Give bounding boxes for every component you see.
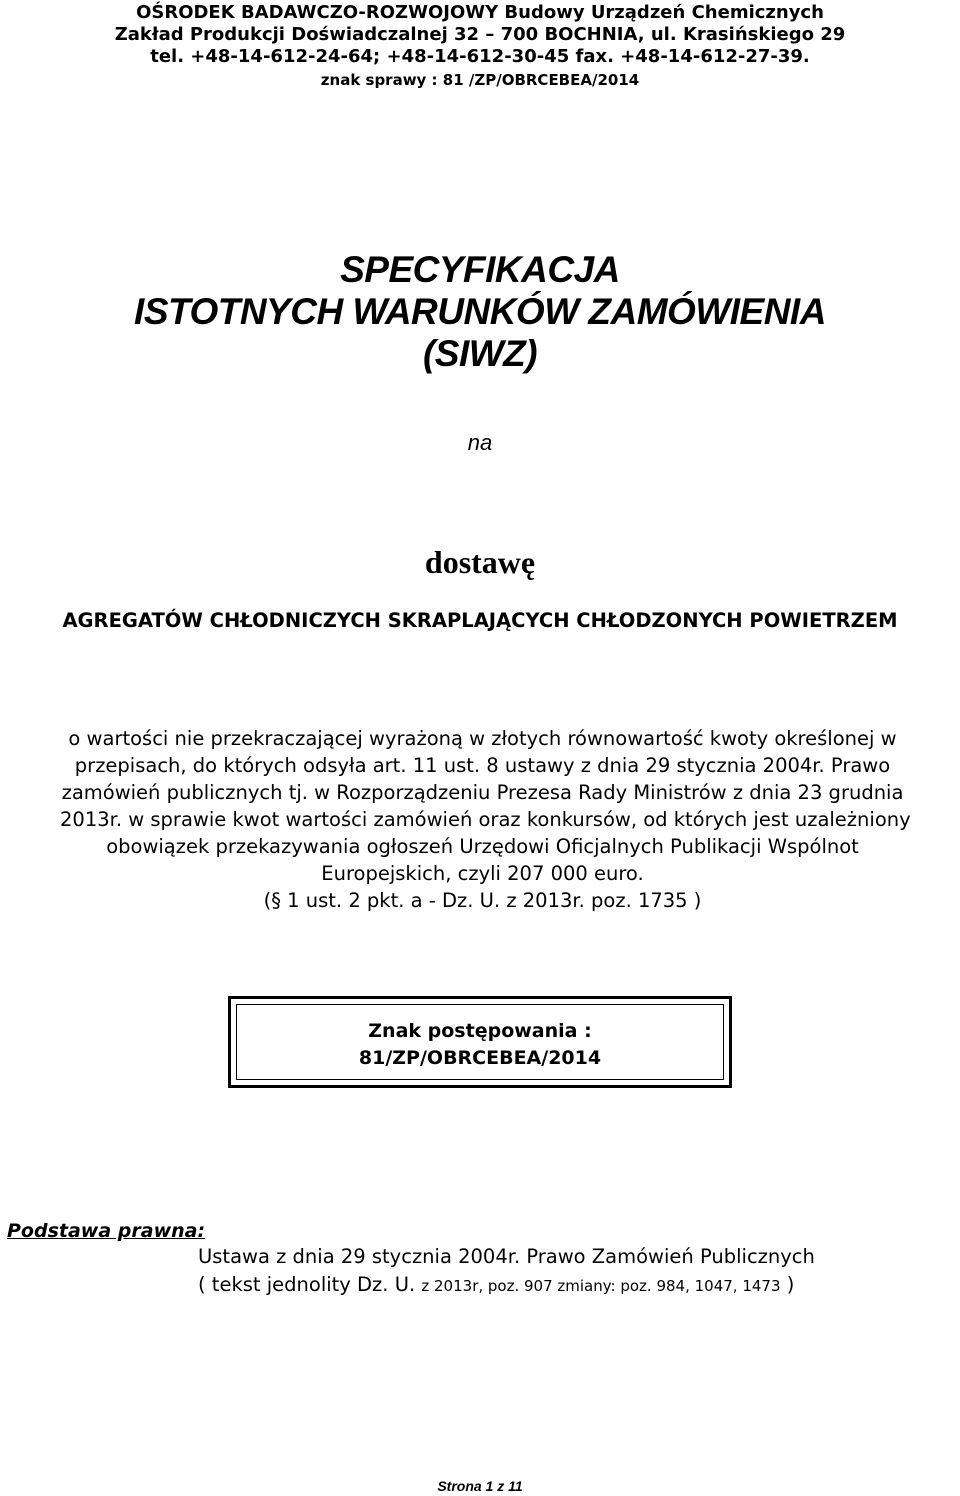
page-number-footer: Strona 1 z 11 (437, 1478, 523, 1494)
title-line-3: (SIWZ) (422, 333, 538, 374)
title-na: na (467, 430, 493, 455)
value-description-paragraph (60, 725, 911, 914)
header-phones: tel. +48-14-612-24-64; +48-14-612-30-45 fax. +48-14-612-27-39. (150, 46, 810, 67)
title-line-2: ISTOTNYCH WARUNKÓW ZAMÓWIENIA (134, 291, 826, 332)
paragraph-line: obowiązek przekazywania ogłoszeń Urzędowi Oficjalnych Publikacji Wspólnot (106, 835, 859, 858)
legal-basis-amendments: z 2013r, poz. 907 zmiany: poz. 984, 1047, 1473 (421, 1277, 781, 1295)
paragraph-line: o wartości nie przekraczającej wyrażoną w złotych równowartość kwoty określonej w (68, 727, 897, 750)
legal-basis-label: Podstawa prawna: (7, 1220, 206, 1242)
header-institute: OŚRODEK BADAWCZO-ROZWOJOWY Budowy Urządzeń Chemicznych (136, 2, 824, 23)
legal-basis-consolidated-text (198, 1273, 794, 1296)
title-delivery: dostawę (424, 544, 536, 580)
procedure-number-value: 81/ZP/OBRCEBEA/2014 (358, 1047, 602, 1069)
procedure-number-label: Znak postępowania : (368, 1020, 592, 1042)
legal-basis-closing-paren: ) (786, 1273, 795, 1296)
paragraph-line: Europejskich, czyli 207 000 euro. (321, 862, 644, 885)
paragraph-line: zamówień publicznych tj. w Rozporządzeniu Prezesa Rady Ministrów z dnia 23 grudnia (61, 781, 904, 804)
procedure-number-box-inner (236, 1004, 724, 1080)
header-address: Zakład Produkcji Doświadczalnej 32 – 700 BOCHNIA, ul. Krasińskiego 29 (114, 24, 846, 45)
procedure-number-box (228, 996, 732, 1088)
subject-of-order: AGREGATÓW CHŁODNICZYCH SKRAPLAJĄCYCH CHŁODZONYCH POWIETRZEM (62, 609, 898, 632)
paragraph-line: (§ 1 ust. 2 pkt. a - Dz. U. z 2013r. poz. 1735 ) (263, 889, 702, 912)
paragraph-line: 2013r. w sprawie kwot wartości zamówień oraz konkursów, od których jest uzależniony (60, 808, 911, 831)
legal-basis-act: Ustawa z dnia 29 stycznia 2004r. Prawo Zamówień Publicznych (198, 1245, 815, 1268)
legal-basis-consolidated-prefix: ( tekst jednolity Dz. U. (198, 1273, 416, 1296)
header-case-number: znak sprawy : 81 /ZP/OBRCEBEA/2014 (320, 71, 640, 89)
paragraph-line: przepisach, do których odsyła art. 11 ust. 8 ustawy z dnia 29 stycznia 2004r. Prawo (74, 754, 891, 777)
title-line-1: SPECYFIKACJA (340, 249, 620, 290)
